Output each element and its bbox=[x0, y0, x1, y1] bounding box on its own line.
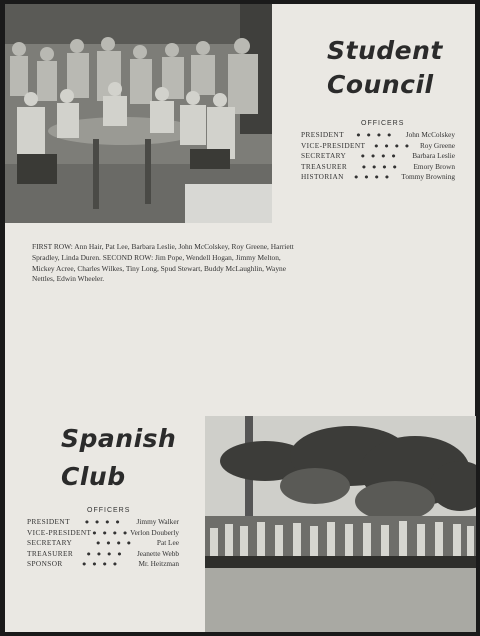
officer-name: Emory Brown bbox=[413, 161, 455, 171]
leader-dots: ● ● ● ● bbox=[361, 161, 399, 171]
student-council-title-line2: Council bbox=[327, 70, 434, 99]
officer-name: Barbara Leslie bbox=[412, 151, 455, 160]
officer-row bbox=[27, 549, 179, 560]
leader-dots: ● ● ● ● bbox=[354, 172, 392, 181]
leader-dots: ● ● ● ● bbox=[92, 527, 130, 537]
officer-name: Jeanette Webb bbox=[136, 548, 179, 558]
officer-role: PRESIDENT bbox=[301, 130, 344, 139]
officer-role: VICE-PRESIDENT bbox=[301, 140, 366, 150]
officer-name: John McColskey bbox=[405, 130, 455, 139]
officer-row bbox=[27, 559, 179, 570]
spanish-club-officers-list bbox=[27, 517, 179, 570]
officer-name: Verlon Douberly bbox=[130, 527, 179, 537]
officer-role: SECRETARY bbox=[27, 538, 73, 547]
leader-dots: ● ● ● ● bbox=[356, 130, 394, 139]
officer-row bbox=[27, 528, 179, 539]
officer-role: PRESIDENT bbox=[27, 517, 70, 526]
officer-role: VICE-PRESIDENT bbox=[27, 527, 92, 537]
officer-row bbox=[301, 151, 455, 162]
spanish-club-title bbox=[61, 420, 176, 496]
officer-role: HISTORIAN bbox=[301, 172, 344, 181]
officer-role: TREASURER bbox=[301, 161, 348, 171]
officer-name: Roy Greene bbox=[419, 140, 455, 150]
leader-dots: ● ● ● ● bbox=[82, 559, 120, 568]
officer-role: TREASURER bbox=[27, 548, 74, 558]
student-council-title-line1: Student bbox=[327, 36, 443, 65]
student-council-photo bbox=[5, 4, 272, 223]
officer-name: Jimmy Walker bbox=[136, 517, 179, 526]
spanish-club-photo bbox=[205, 416, 476, 632]
yearbook-page bbox=[5, 4, 475, 632]
spanish-club-officers-heading: OFFICERS bbox=[87, 507, 131, 514]
leader-dots: ● ● ● ● bbox=[360, 151, 398, 160]
leader-dots: ● ● ● ● bbox=[86, 548, 124, 558]
student-council-officers-heading: OFFICERS bbox=[361, 120, 405, 127]
officer-row bbox=[301, 141, 455, 152]
officer-row bbox=[301, 162, 455, 173]
officer-row bbox=[301, 172, 455, 183]
officer-row bbox=[27, 517, 179, 528]
leader-dots: ● ● ● ● bbox=[84, 517, 122, 526]
student-council-officers-list bbox=[301, 130, 455, 183]
officer-role: SECRETARY bbox=[301, 151, 347, 160]
officer-row bbox=[301, 130, 455, 141]
spanish-club-title-line2: Club bbox=[61, 462, 126, 491]
officer-name: Tommy Browning bbox=[401, 172, 455, 181]
spanish-club-title-line1: Spanish bbox=[61, 424, 177, 453]
leader-dots: ● ● ● ● bbox=[95, 538, 134, 547]
officer-row bbox=[27, 538, 179, 549]
student-council-title bbox=[327, 34, 443, 102]
officer-role: SPONSOR bbox=[27, 559, 63, 568]
student-council-caption: FIRST ROW: Ann Hair, Pat Lee, Barbara Leslie, John McColskey, Roy Greene, Harriett Spradley, Linda Duren. SECOND ROW: Jim Pope, Wendell Hogan, Jimmy Melton, Mickey Acree, Charles Wilkes, Tiny Long, Spud Stewart, Buddy McLaughlin, Wayne Nettles, Edwin Wheeler. bbox=[32, 242, 294, 284]
officer-name: Pat Lee bbox=[156, 538, 179, 547]
leader-dots: ● ● ● ● bbox=[374, 140, 412, 150]
officer-name: Mr. Heitzman bbox=[138, 559, 179, 568]
